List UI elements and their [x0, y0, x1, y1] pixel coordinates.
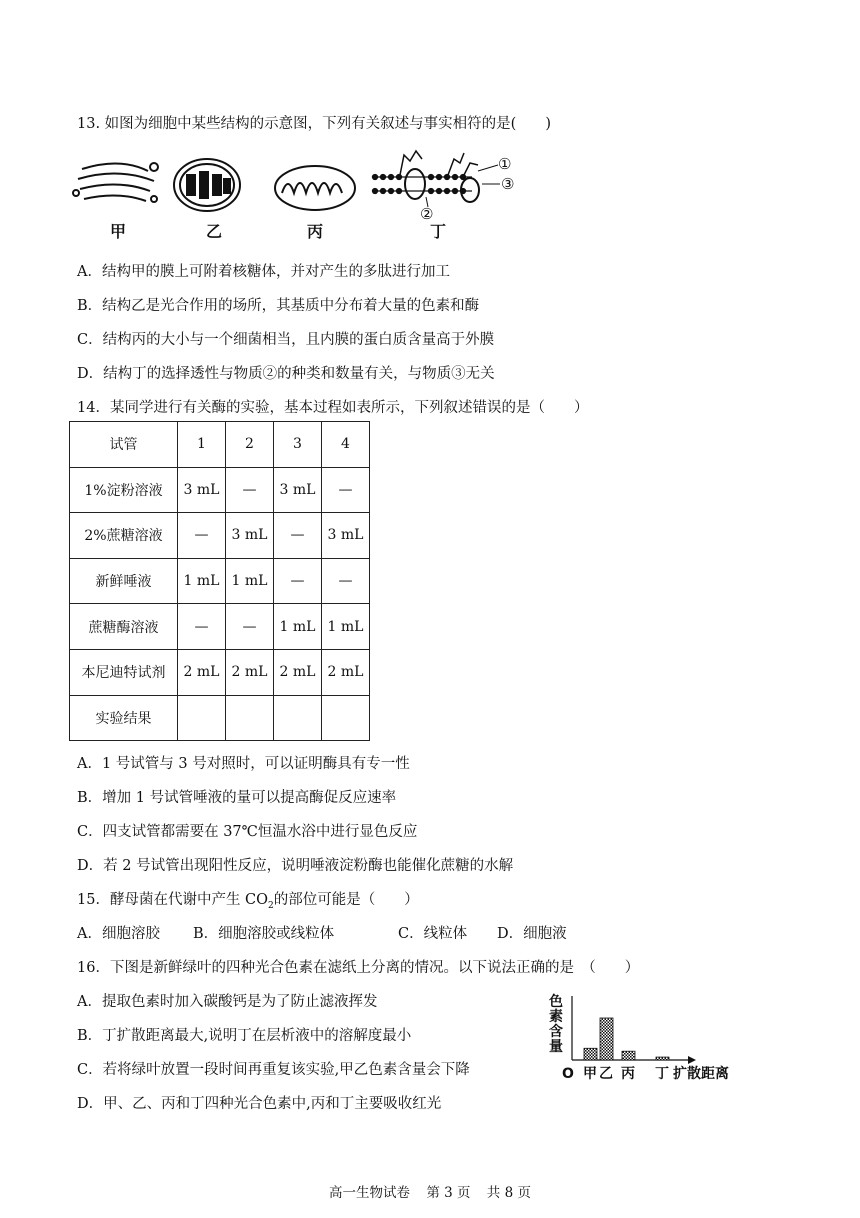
- pigment-bar-3: [622, 1051, 635, 1060]
- table-row: [70, 558, 370, 604]
- label-bing: 丙: [307, 222, 324, 241]
- table-cell: —: [274, 513, 322, 559]
- table-cell: 1 mL: [226, 558, 274, 604]
- table-cell: 1 mL: [178, 558, 226, 604]
- chart-ylabel-4: 量: [549, 1039, 563, 1055]
- table-row: [70, 695, 370, 741]
- chart-origin: O: [562, 1066, 574, 1082]
- marker-3: ③: [501, 175, 515, 193]
- q14-option-d: D．若 2 号试管出现阳性反应，说明唾液淀粉酶也能催化蔗糖的水解: [77, 858, 514, 874]
- q13-option-d: D．结构丁的选择透性与物质②的种类和数量有关，与物质③无关: [77, 366, 495, 382]
- q15-stem-post: 的部位可能是（ ）: [273, 892, 419, 908]
- table-cell: —: [226, 604, 274, 650]
- label-ding: 丁: [430, 222, 447, 241]
- table-cell: [322, 695, 370, 741]
- q14-option-b: B．增加 1 号试管唾液的量可以提高酶促反应速率: [77, 790, 397, 806]
- table-cell: 3 mL: [178, 467, 226, 513]
- marker-2: ②: [420, 205, 434, 223]
- page-footer: [0, 1181, 860, 1201]
- table-cell: 2 mL: [226, 649, 274, 695]
- q13-option-a: A．结构甲的膜上可附着核糖体，并对产生的多肽进行加工: [77, 264, 450, 280]
- mitochondrion-diagram: [275, 166, 355, 210]
- table-cell: 3 mL: [274, 467, 322, 513]
- table-cell: 3: [274, 422, 322, 468]
- q15-stem-subscript: 2: [268, 900, 274, 911]
- chart-category-label: 丙: [621, 1066, 635, 1082]
- chart-ylabel-1: 色: [549, 994, 563, 1010]
- q13-stem: 13. 如图为细胞中某些结构的示意图，下列有关叙述与事实相符的是( ): [77, 116, 551, 132]
- table-cell: 2: [226, 422, 274, 468]
- table-cell: 蔗糖酶溶液: [70, 604, 178, 650]
- chart-category-label: 甲: [583, 1066, 597, 1082]
- table-cell: —: [178, 604, 226, 650]
- table-cell: 1%淀粉溶液: [70, 467, 178, 513]
- q16-option-b: B．丁扩散距离最大,说明丁在层析液中的溶解度最小: [77, 1028, 412, 1044]
- table-cell: [178, 695, 226, 741]
- q16-option-c: C．若将绿叶放置一段时间再重复该实验,甲乙色素含量会下降: [77, 1062, 470, 1078]
- cell-membrane-diagram: [372, 151, 500, 207]
- footer-total: 共 8 页: [486, 1185, 531, 1201]
- table-cell: —: [322, 558, 370, 604]
- chart-ylabel-2: 素: [549, 1009, 563, 1025]
- table-cell: [226, 695, 274, 741]
- table-row: [70, 422, 370, 468]
- q14-experiment-table: [69, 421, 370, 741]
- chart-xlabel: 扩散距离: [673, 1066, 729, 1082]
- table-cell: 实验结果: [70, 695, 178, 741]
- table-row: [70, 467, 370, 513]
- table-row: [70, 513, 370, 559]
- pigment-bar-1: [584, 1048, 597, 1060]
- table-cell: —: [274, 558, 322, 604]
- table-cell: —: [178, 513, 226, 559]
- q16-option-a: A．提取色素时加入碳酸钙是为了防止滤液挥发: [77, 994, 378, 1010]
- q16-stem: 16．下图是新鲜绿叶的四种光合色素在滤纸上分离的情况。以下说法正确的是 （ ）: [77, 960, 640, 976]
- pigment-bar-2: [600, 1018, 613, 1060]
- q16-option-d: D．甲、乙、丙和丁四种光合色素中,丙和丁主要吸收红光: [77, 1096, 442, 1112]
- pigment-chart: [540, 990, 740, 1085]
- table-row: [70, 604, 370, 650]
- q15-stem-pre: 15．酵母菌在代谢中产生 CO: [77, 892, 269, 908]
- label-yi: 乙: [206, 222, 223, 241]
- q13-structures-figure: [70, 145, 530, 240]
- table-row: [70, 649, 370, 695]
- chart-category-label: 乙: [599, 1066, 613, 1082]
- q15-option-a: A．细胞溶胶: [77, 926, 160, 942]
- q15-option-b: B．细胞溶胶或线粒体: [193, 926, 335, 942]
- table-cell: —: [226, 467, 274, 513]
- label-jia: 甲: [110, 222, 127, 241]
- table-cell: [274, 695, 322, 741]
- q14-option-a: A．1 号试管与 3 号对照时，可以证明酶具有专一性: [77, 756, 410, 772]
- chart-ylabel-3: 含: [549, 1024, 563, 1040]
- table-cell: 3 mL: [322, 513, 370, 559]
- table-cell: 试管: [70, 422, 178, 468]
- marker-1: ①: [498, 155, 512, 173]
- chart-x-arrow: [688, 1056, 696, 1064]
- footer-title: 高一生物试卷: [329, 1185, 411, 1201]
- table-cell: 2%蔗糖溶液: [70, 513, 178, 559]
- table-cell: 4: [322, 422, 370, 468]
- footer-page: 第 3 页: [426, 1185, 471, 1201]
- table-cell: 本尼迪特试剂: [70, 649, 178, 695]
- q14-stem: 14．某同学进行有关酶的实验，基本过程如表所示，下列叙述错误的是（ ）: [77, 400, 589, 416]
- table-cell: 1 mL: [274, 604, 322, 650]
- table-cell: 新鲜唾液: [70, 558, 178, 604]
- q15-stem: [77, 888, 419, 911]
- table-cell: 3 mL: [226, 513, 274, 559]
- table-cell: —: [322, 467, 370, 513]
- table-cell: 1 mL: [322, 604, 370, 650]
- q15-option-c: C．线粒体: [398, 926, 468, 942]
- q15-option-d: D．细胞液: [497, 926, 567, 942]
- table-cell: 2 mL: [322, 649, 370, 695]
- q13-option-b: B．结构乙是光合作用的场所，其基质中分布着大量的色素和酶: [77, 298, 480, 314]
- golgi-diagram: [73, 163, 158, 202]
- q13-option-c: C．结构丙的大小与一个细菌相当，且内膜的蛋白质含量高于外膜: [77, 332, 495, 348]
- chloroplast-diagram: [174, 159, 240, 211]
- pigment-bar-4: [656, 1057, 669, 1060]
- q14-option-c: C．四支试管都需要在 37℃恒温水浴中进行显色反应: [77, 824, 418, 840]
- table-cell: 2 mL: [178, 649, 226, 695]
- chart-category-label: 丁: [655, 1066, 669, 1082]
- table-cell: 2 mL: [274, 649, 322, 695]
- table-cell: 1: [178, 422, 226, 468]
